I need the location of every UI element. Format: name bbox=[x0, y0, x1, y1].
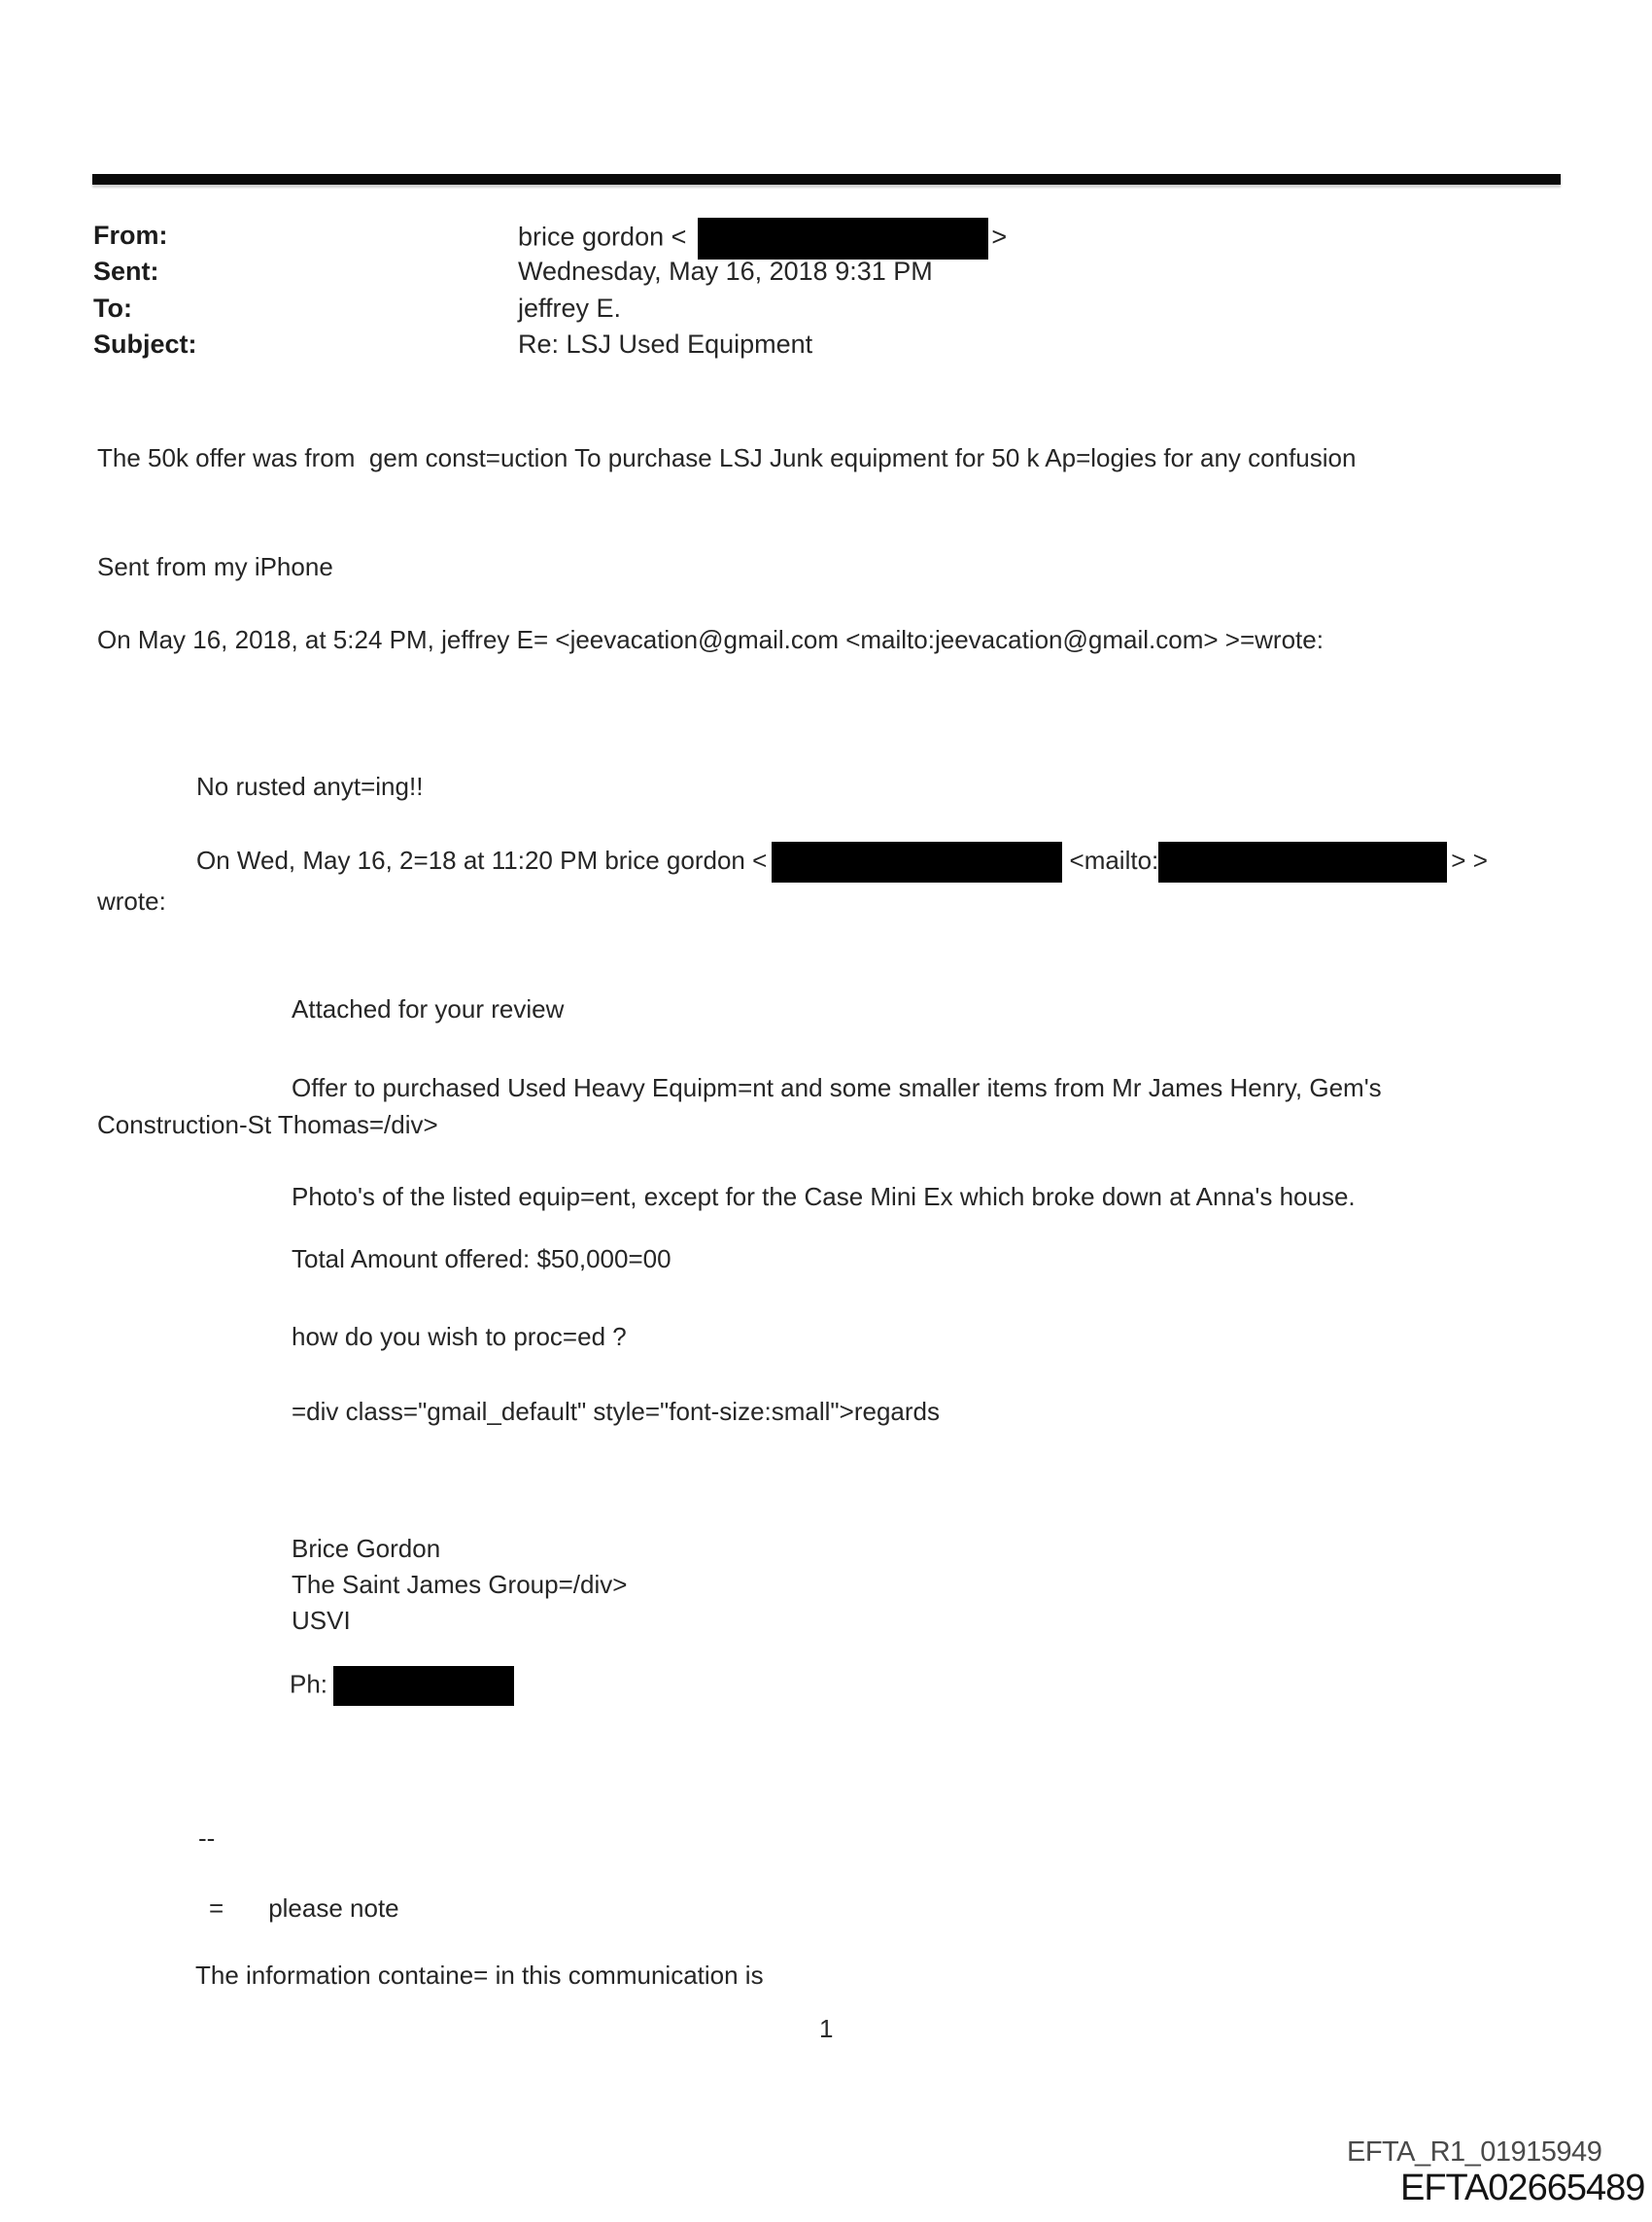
offer-detail-line2: Construction-St Thomas=/div> bbox=[97, 1110, 438, 1139]
please-note-line bbox=[209, 1893, 399, 1924]
total-amount-line: Total Amount offered: $50,000=00 bbox=[292, 1244, 671, 1273]
phone-line bbox=[290, 1666, 514, 1706]
gmail-div-regards-line: =div class="gmail_default" style="font-size:small">regards bbox=[292, 1397, 940, 1426]
from-label: From: bbox=[93, 221, 168, 250]
sent-from-iphone-line: Sent from my iPhone bbox=[97, 552, 333, 581]
quote-intro-brice-line bbox=[196, 842, 1488, 883]
body-paragraph-offer-summary: The 50k offer was from gem const=uction To purchase LSJ Junk equipment for 50 k Ap=logies for any confusion bbox=[97, 443, 1357, 472]
from-value bbox=[518, 218, 1007, 260]
disclaimer-start-line: The information containe= in this communication is bbox=[195, 1961, 764, 1990]
redaction-box-brice-mailto bbox=[1158, 842, 1447, 883]
to-value: jeffrey E. bbox=[518, 294, 622, 323]
subject-value: Re: LSJ Used Equipment bbox=[518, 330, 813, 359]
please-note-text: please note bbox=[268, 1893, 399, 1923]
wrote-line: wrote: bbox=[97, 886, 166, 916]
sent-value: Wednesday, May 16, 2018 9:31 PM bbox=[518, 257, 933, 286]
sent-label: Sent: bbox=[93, 257, 159, 286]
photos-line: Photo's of the listed equip=ent, except for the Case Mini Ex which broke down at Anna's house. bbox=[292, 1182, 1356, 1211]
to-label: To: bbox=[93, 294, 132, 323]
subject-label: Subject: bbox=[93, 330, 197, 359]
bates-number-primary: EFTA02665489 bbox=[1400, 2168, 1645, 2208]
bates-number-secondary: EFTA_R1_01915949 bbox=[1347, 2136, 1602, 2168]
page-number: 1 bbox=[819, 2014, 834, 2043]
redaction-box-phone-number bbox=[333, 1666, 514, 1706]
quote-intro-brice-prefix: On Wed, May 16, 2=18 at 11:20 PM brice gordon < bbox=[196, 845, 768, 875]
from-value-suffix: > bbox=[991, 222, 1008, 252]
signature-region: USVI bbox=[292, 1606, 351, 1635]
offer-detail-line1: Offer to purchased Used Heavy Equipm=nt and some smaller items from Mr James Henry, Gem's bbox=[292, 1073, 1382, 1102]
redaction-box-from-email bbox=[698, 218, 988, 260]
redaction-box-brice-email bbox=[772, 842, 1062, 883]
separator-dashes: -- bbox=[198, 1823, 216, 1853]
attached-line: Attached for your review bbox=[292, 994, 565, 1024]
quote-intro-jeffrey-line: On May 16, 2018, at 5:24 PM, jeffrey E= <jeevacation@gmail.com <mailto:jeevacation@gmail.com> >=wrote: bbox=[97, 625, 1324, 654]
quote-intro-brice-suffix: > > bbox=[1451, 845, 1488, 875]
how-proceed-line: how do you wish to proc=ed ? bbox=[292, 1322, 627, 1351]
phone-label: Ph: bbox=[290, 1669, 328, 1699]
from-value-prefix: brice gordon < bbox=[518, 222, 687, 252]
header-top-rule bbox=[92, 174, 1561, 185]
equals-sign: = bbox=[209, 1893, 224, 1923]
no-rusted-line: No rusted anyt=ing!! bbox=[196, 772, 424, 801]
signature-name: Brice Gordon bbox=[292, 1534, 441, 1563]
quote-intro-brice-mailto: <mailto: bbox=[1062, 845, 1159, 875]
signature-company: The Saint James Group=/div> bbox=[292, 1570, 628, 1599]
